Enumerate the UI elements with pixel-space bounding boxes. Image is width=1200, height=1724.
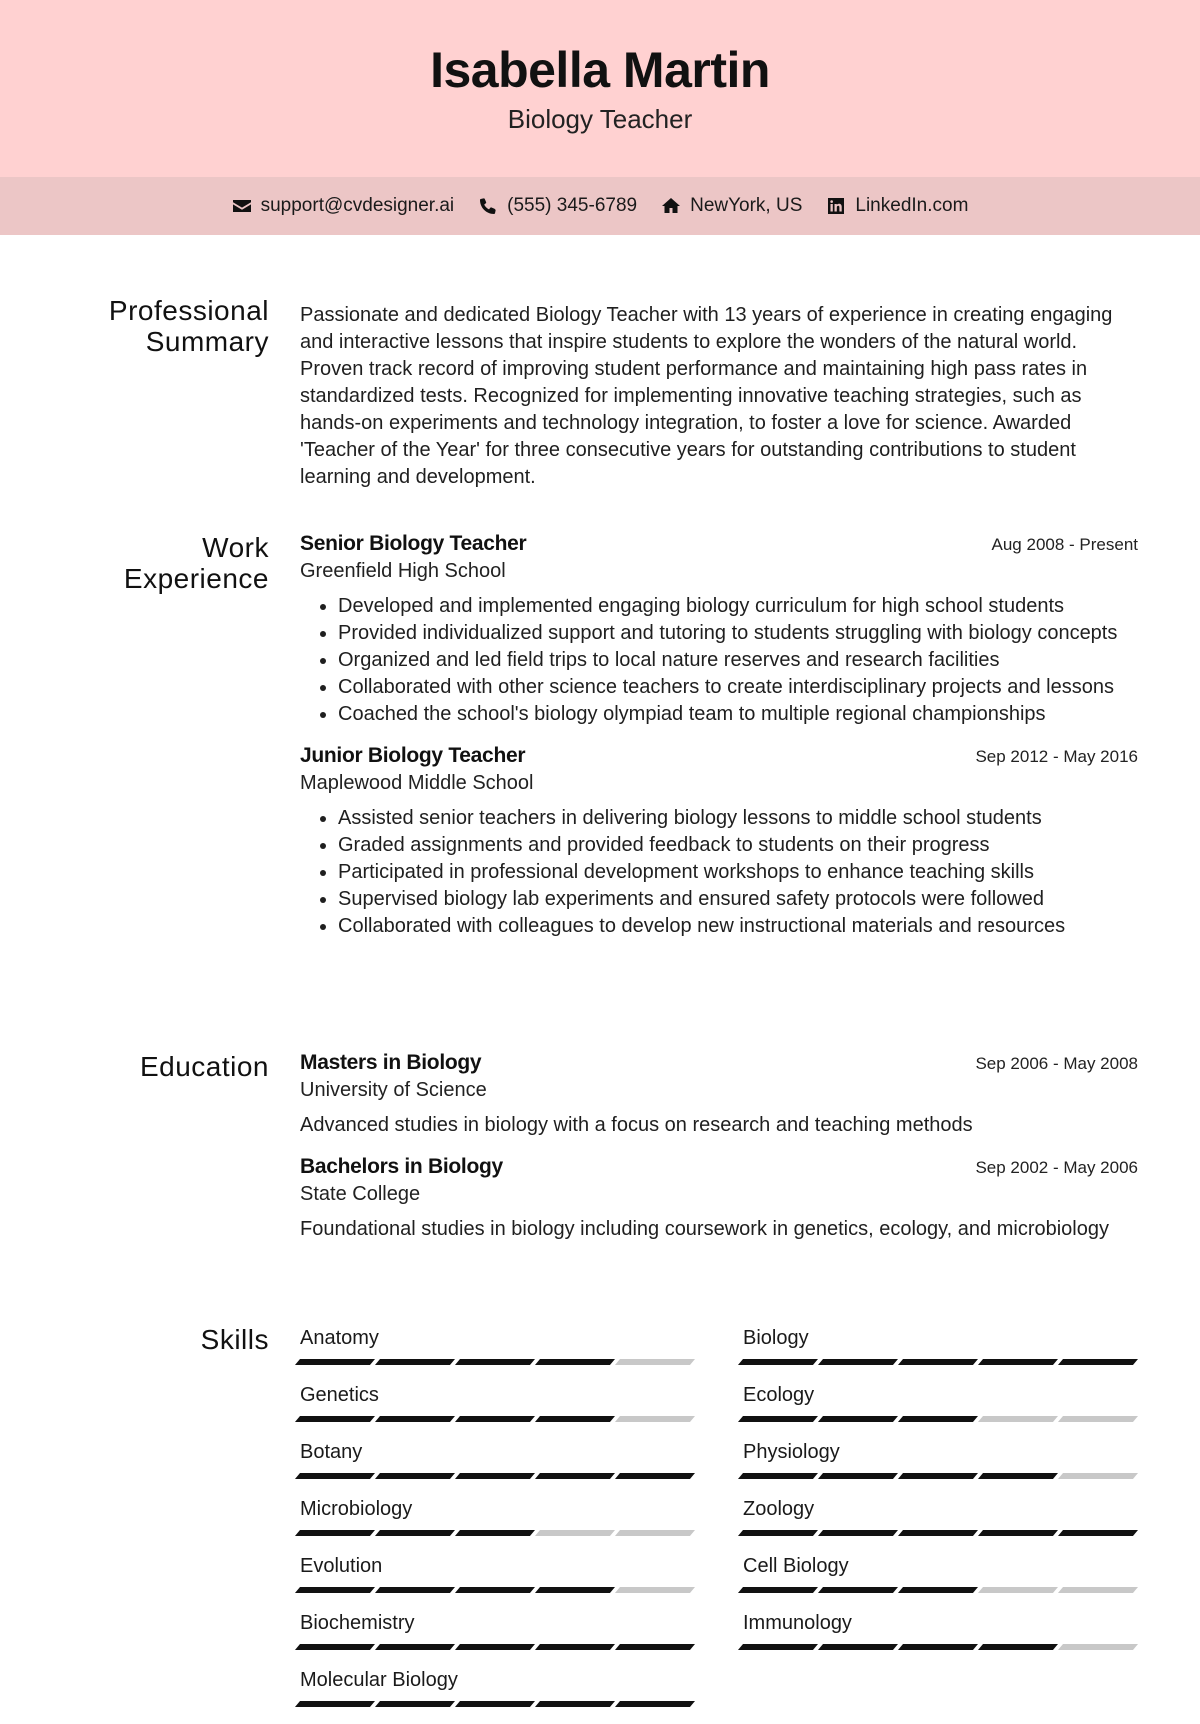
skill-segment-filled [295, 1359, 375, 1365]
skill-segment-empty [535, 1530, 615, 1536]
education-school: University of Science [300, 1079, 487, 1101]
skill-segment-filled [898, 1644, 978, 1650]
skill-item [743, 1610, 1138, 1667]
envelope-icon [232, 196, 252, 216]
job-entry [300, 742, 1138, 940]
contact-bar [0, 177, 1200, 235]
skill-segment-filled [615, 1644, 695, 1650]
skill-segment-filled [455, 1701, 535, 1707]
skill-item [743, 1325, 1138, 1382]
summary-heading-line2: Summary [145, 326, 269, 357]
experience-body [300, 530, 1138, 940]
skill-segment-filled [295, 1701, 375, 1707]
skill-segment-filled [295, 1473, 375, 1479]
education-entry [300, 1153, 1138, 1243]
skill-segment-filled [978, 1473, 1058, 1479]
skills-heading: Skills [200, 1324, 269, 1355]
skill-segment-filled [738, 1644, 818, 1650]
skill-item [300, 1496, 695, 1553]
skill-segment-filled [295, 1416, 375, 1422]
summary-heading [60, 295, 269, 357]
education-heading: Education [139, 1051, 269, 1082]
education-degree: Masters in Biology [300, 1051, 482, 1074]
skill-name: Evolution [300, 1555, 383, 1577]
skill-segment-filled [738, 1359, 818, 1365]
contact-linkedin[interactable] [826, 195, 968, 217]
job-bullet: • Collaborated with other science teachers to create interdisciplinary projects and lessons [338, 674, 1138, 701]
skill-segment-empty [1058, 1587, 1138, 1593]
job-bullets [300, 805, 1138, 940]
skill-segment-empty [978, 1416, 1058, 1422]
skill-segment-filled [535, 1359, 615, 1365]
job-bullet: • Developed and implemented engaging biology curriculum for high school students [338, 593, 1138, 620]
job-bullet: • Assisted senior teachers in delivering biology lessons to middle school students [338, 805, 1138, 832]
skill-level-bar [300, 1587, 695, 1593]
location-text: NewYork, US [690, 195, 803, 216]
job-org: Greenfield High School [300, 560, 506, 582]
skill-segment-filled [898, 1530, 978, 1536]
skill-item [300, 1325, 695, 1382]
skill-segment-filled [535, 1644, 615, 1650]
skill-segment-filled [535, 1416, 615, 1422]
skill-name: Botany [300, 1441, 363, 1463]
skill-segment-filled [978, 1644, 1058, 1650]
skill-segment-filled [1058, 1530, 1138, 1536]
skill-segment-filled [375, 1701, 455, 1707]
skill-name: Genetics [300, 1384, 379, 1406]
candidate-name: Isabella Martin [430, 42, 770, 98]
job-bullet: • Organized and led field trips to local nature reserves and research facilities [338, 647, 1138, 674]
skill-item [743, 1439, 1138, 1496]
job-dates: Sep 2012 - May 2016 [975, 747, 1138, 766]
skill-segment-filled [898, 1587, 978, 1593]
job-bullet: • Collaborated with colleagues to develop new instructional materials and resources [338, 913, 1138, 940]
experience-heading-line1: Work [202, 532, 269, 563]
education-degree: Bachelors in Biology [300, 1155, 503, 1178]
skill-segment-empty [615, 1587, 695, 1593]
education-dates: Sep 2006 - May 2008 [975, 1054, 1138, 1073]
skill-segment-filled [738, 1416, 818, 1422]
skill-level-bar [743, 1530, 1138, 1536]
skill-segment-filled [978, 1530, 1058, 1536]
skill-name: Physiology [743, 1441, 840, 1463]
skill-item [743, 1496, 1138, 1553]
linkedin-icon [826, 196, 846, 216]
skill-segment-filled [375, 1473, 455, 1479]
skill-name: Biology [743, 1327, 809, 1349]
job-bullet: • Graded assignments and provided feedback to students on their progress [338, 832, 1138, 859]
skill-level-bar [300, 1359, 695, 1365]
skill-level-bar [743, 1359, 1138, 1365]
skill-segment-filled [455, 1359, 535, 1365]
education-body [300, 1049, 1138, 1243]
skill-segment-empty [1058, 1416, 1138, 1422]
skill-segment-empty [615, 1359, 695, 1365]
skill-segment-filled [615, 1473, 695, 1479]
contact-phone[interactable] [478, 195, 637, 217]
skill-segment-filled [738, 1473, 818, 1479]
education-dates: Sep 2002 - May 2006 [975, 1158, 1138, 1177]
skill-segment-filled [535, 1473, 615, 1479]
summary-heading-line1: Professional [108, 295, 269, 326]
skill-segment-filled [818, 1473, 898, 1479]
skill-segment-filled [898, 1359, 978, 1365]
skill-segment-filled [455, 1644, 535, 1650]
skill-segment-filled [375, 1587, 455, 1593]
skill-item [743, 1553, 1138, 1610]
education-desc: Advanced studies in biology with a focus on research and teaching methods [300, 1114, 973, 1136]
job-bullet: • Provided individualized support and tutoring to students struggling with biology concepts [338, 620, 1138, 647]
skill-level-bar [300, 1530, 695, 1536]
skill-segment-filled [898, 1473, 978, 1479]
experience-heading-line2: Experience [123, 563, 269, 594]
job-role: Junior Biology Teacher [300, 744, 526, 767]
skill-level-bar [743, 1644, 1138, 1650]
skill-segment-filled [978, 1359, 1058, 1365]
skill-segment-filled [818, 1416, 898, 1422]
job-dates: Aug 2008 - Present [991, 535, 1138, 554]
skill-level-bar [743, 1587, 1138, 1593]
skill-segment-filled [535, 1701, 615, 1707]
education-school: State College [300, 1183, 421, 1205]
summary-body [300, 302, 1138, 491]
skill-segment-filled [818, 1359, 898, 1365]
skill-segment-empty [1058, 1473, 1138, 1479]
skill-level-bar [743, 1473, 1138, 1479]
skill-item [300, 1382, 695, 1439]
skill-segment-filled [455, 1416, 535, 1422]
job-entry [300, 530, 1138, 728]
job-org: Maplewood Middle School [300, 772, 534, 794]
skill-name: Zoology [743, 1498, 815, 1520]
resume-header [0, 0, 1200, 177]
skill-segment-empty [978, 1587, 1058, 1593]
contact-location [661, 195, 802, 217]
skills-grid [300, 1325, 1138, 1724]
education-desc: Foundational studies in biology including coursework in genetics, ecology, and microbiology [300, 1218, 1109, 1240]
skill-name: Biochemistry [300, 1612, 415, 1634]
skill-segment-filled [818, 1530, 898, 1536]
skill-segment-filled [738, 1587, 818, 1593]
job-bullet: • Coached the school's biology olympiad team to multiple regional championships [338, 701, 1138, 728]
skill-segment-filled [818, 1587, 898, 1593]
skill-segment-empty [615, 1530, 695, 1536]
skill-segment-filled [1058, 1359, 1138, 1365]
skill-segment-filled [295, 1530, 375, 1536]
skill-item [300, 1553, 695, 1610]
skill-segment-empty [1058, 1644, 1138, 1650]
summary-text: Passionate and dedicated Biology Teacher with 13 years of experience in creating engaging and interactive lessons that inspire students to explore the wonders of the natural world. Proven track record of improving student performance and maintaining high pass rates in standardized tests. Recognized for implementing innovative teaching strategies, such as hands-on experiments and technology integration, to foster a love for science. Awarded 'Teacher of the Year' for three consecutive years for outstanding contributions to student learning and development. [300, 304, 1113, 488]
skill-segment-filled [615, 1701, 695, 1707]
skill-level-bar [300, 1644, 695, 1650]
skill-segment-filled [535, 1587, 615, 1593]
job-bullet: • Participated in professional development workshops to enhance teaching skills [338, 859, 1138, 886]
skill-item [300, 1610, 695, 1667]
candidate-title: Biology Teacher [507, 104, 693, 134]
skill-name: Molecular Biology [300, 1669, 458, 1691]
skill-name: Cell Biology [743, 1555, 849, 1577]
skill-segment-empty [615, 1416, 695, 1422]
skill-segment-filled [455, 1587, 535, 1593]
skill-level-bar [300, 1416, 695, 1422]
skill-segment-filled [898, 1416, 978, 1422]
home-icon [661, 196, 681, 216]
skill-item [300, 1667, 695, 1724]
skill-name: Anatomy [300, 1327, 379, 1349]
job-bullets [300, 593, 1138, 728]
skill-item [300, 1439, 695, 1496]
skill-segment-filled [738, 1530, 818, 1536]
skill-segment-filled [375, 1644, 455, 1650]
job-bullet: • Supervised biology lab experiments and ensured safety protocols were followed [338, 886, 1138, 913]
skill-level-bar [300, 1701, 695, 1707]
skill-segment-filled [455, 1473, 535, 1479]
skill-segment-filled [375, 1530, 455, 1536]
skill-level-bar [300, 1473, 695, 1479]
experience-heading [60, 532, 269, 594]
skill-segment-filled [375, 1416, 455, 1422]
skill-segment-filled [295, 1644, 375, 1650]
skill-segment-filled [455, 1530, 535, 1536]
education-entry [300, 1049, 1138, 1139]
skill-name: Ecology [743, 1384, 815, 1406]
skill-segment-filled [818, 1644, 898, 1650]
skill-name: Microbiology [300, 1498, 413, 1520]
skill-segment-filled [295, 1587, 375, 1593]
linkedin-text: LinkedIn.com [855, 195, 969, 216]
skill-name: Immunology [743, 1612, 852, 1634]
job-role: Senior Biology Teacher [300, 532, 527, 555]
phone-icon [478, 196, 498, 216]
contact-email[interactable] [232, 195, 455, 217]
phone-text: (555) 345-6789 [507, 195, 638, 216]
skill-item [743, 1382, 1138, 1439]
skill-level-bar [743, 1416, 1138, 1422]
skills-body [300, 1325, 1138, 1724]
skill-segment-filled [375, 1359, 455, 1365]
email-text: support@cvdesigner.ai [260, 195, 455, 216]
